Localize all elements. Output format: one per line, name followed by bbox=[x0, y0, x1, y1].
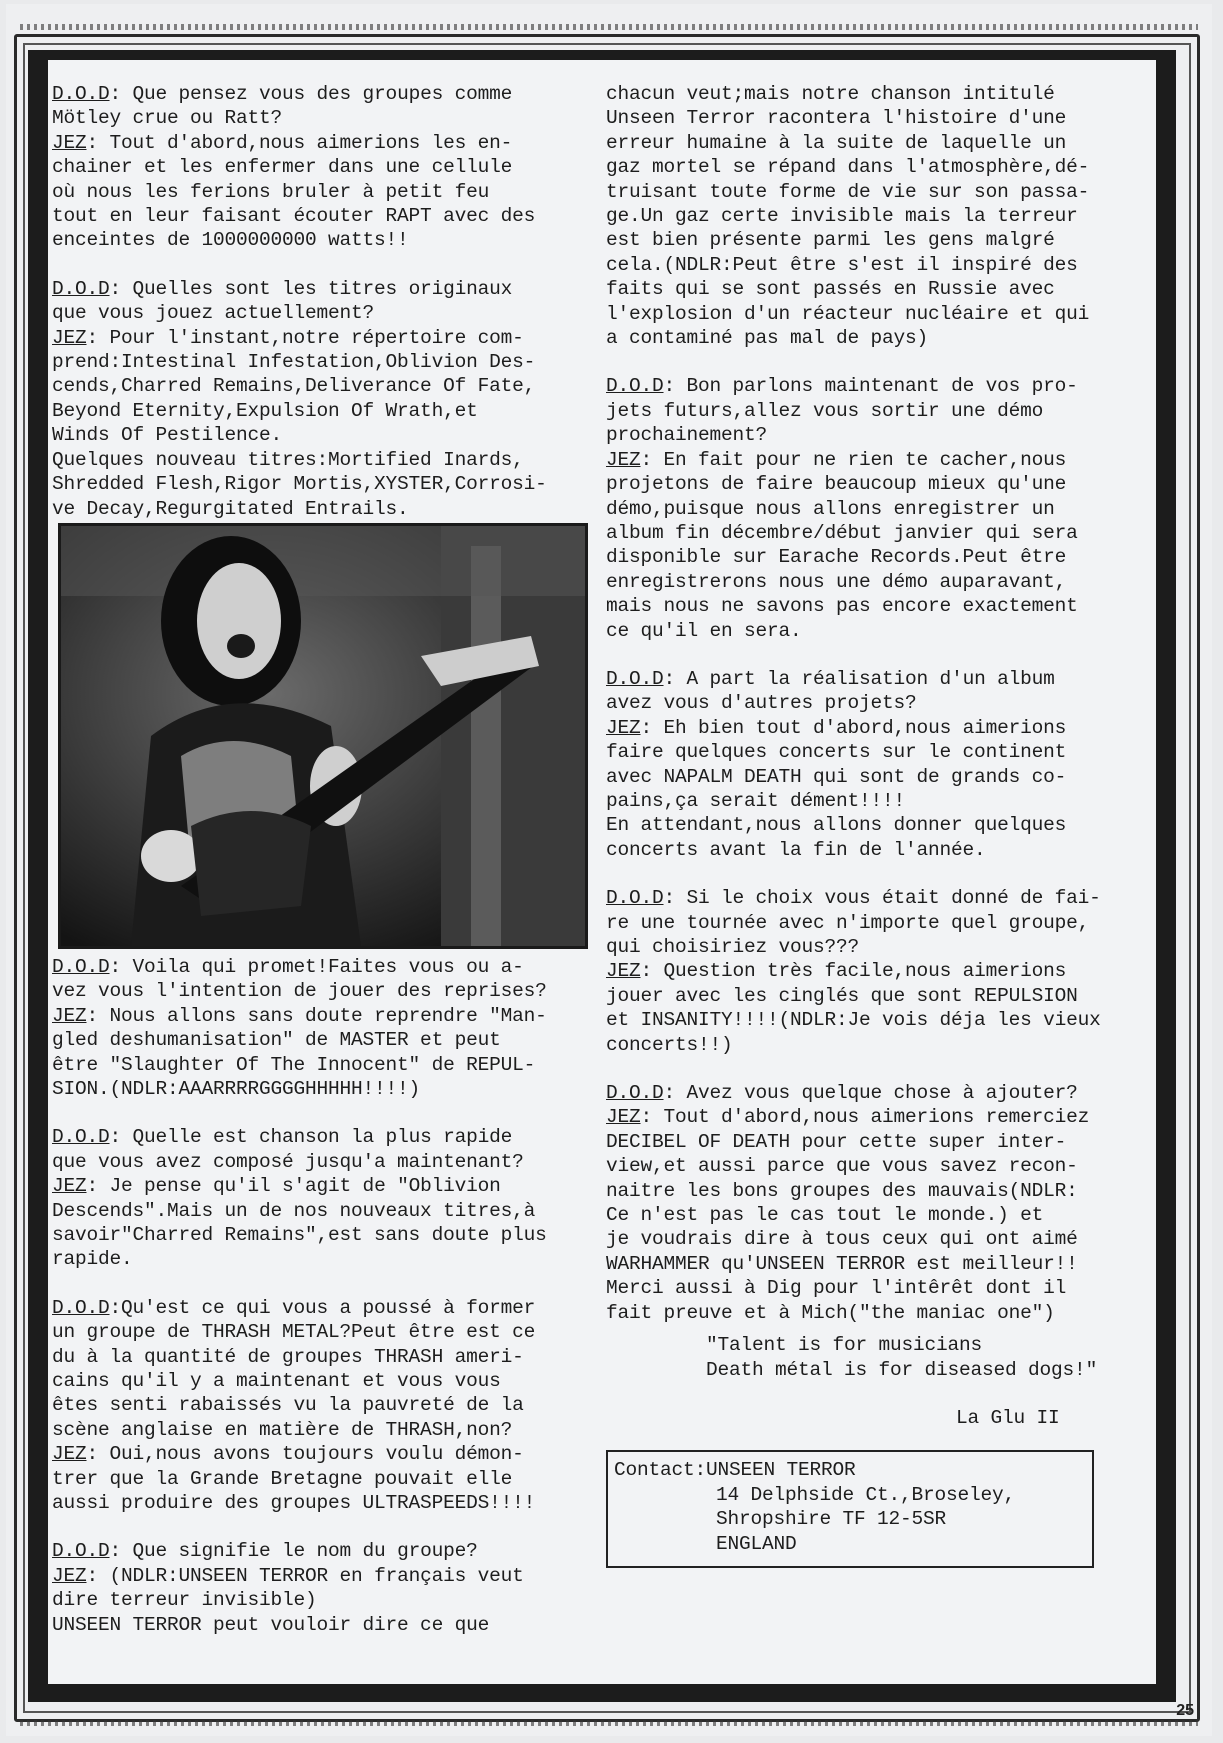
speaker-label: D.O.D bbox=[52, 1126, 110, 1149]
address-line: ENGLAND bbox=[716, 1532, 797, 1555]
text-line: Unseen Terror racontera l'histoire d'une bbox=[606, 107, 1067, 130]
question-block bbox=[52, 1296, 612, 1516]
speaker-label: JEZ bbox=[52, 326, 87, 349]
text-line: prochainement? bbox=[606, 424, 768, 447]
text-line: Mötley crue ou Ratt? bbox=[52, 107, 283, 130]
text-line: être "Slaughter Of The Innocent" de REPUL- bbox=[52, 1053, 536, 1076]
text-line: : Que signifie le nom du groupe? bbox=[109, 1540, 478, 1563]
question-block bbox=[606, 886, 1154, 1057]
text-line: gled deshumanisation" de MASTER et peut bbox=[52, 1029, 501, 1052]
text-line: jouer avec les cinglés que sont REPULSION bbox=[606, 984, 1078, 1007]
text-line: : Quelles sont les titres originaux bbox=[109, 277, 513, 300]
text-line: chainer et les enfermer dans une cellule bbox=[52, 156, 513, 179]
text-line: où nous les ferions bruler à petit feu bbox=[52, 180, 490, 203]
address-line: Shropshire TF 12-5SR bbox=[716, 1508, 947, 1531]
text-line: naitre les bons groupes des mauvais(NDLR: bbox=[606, 1179, 1078, 1202]
speaker-label: D.O.D bbox=[52, 1540, 110, 1563]
text-line: êtes senti rabaissés vu la pauvreté de la bbox=[52, 1394, 524, 1417]
text-line: enceintes de 1000000000 watts!! bbox=[52, 229, 409, 252]
text-line: l'explosion d'un réacteur nucléaire et qui bbox=[606, 302, 1090, 325]
text-line: Beyond Eternity,Expulsion Of Wrath,et bbox=[52, 399, 478, 422]
speaker-label: JEZ bbox=[52, 131, 87, 154]
question-block bbox=[52, 82, 612, 253]
text-line: a contaminé pas mal de pays) bbox=[606, 327, 929, 350]
text-line: jets futurs,allez vous sortir une démo bbox=[606, 399, 1044, 422]
text-line: Descends".Mais un de nos nouveaux titres,à bbox=[52, 1199, 536, 1222]
speaker-label: D.O.D bbox=[606, 667, 664, 690]
text-line: view,et aussi parce que vous savez recon- bbox=[606, 1155, 1078, 1178]
text-line: ce qu'il en sera. bbox=[606, 619, 802, 642]
text-line: erreur humaine à la suite de laquelle un bbox=[606, 131, 1067, 154]
text-line: cains qu'il y a maintenant et vous vous bbox=[52, 1370, 501, 1392]
speaker-label: D.O.D bbox=[606, 1082, 664, 1105]
text-line: fait preuve et à Mich("the maniac one") bbox=[606, 1301, 1055, 1324]
text-line: : En fait pour ne rien te cacher,nous bbox=[640, 448, 1067, 471]
speaker-label: JEZ bbox=[606, 716, 641, 739]
speaker-label: JEZ bbox=[606, 448, 641, 471]
zine-page bbox=[6, 4, 1212, 1736]
question-block bbox=[52, 1125, 612, 1271]
text-line: que vous avez composé jusqu'a maintenant? bbox=[52, 1150, 524, 1173]
text-line: pains,ça serait dément!!!! bbox=[606, 789, 906, 812]
text-line: : Si le choix vous était donné de fai- bbox=[663, 887, 1101, 910]
speaker-label: JEZ bbox=[52, 1175, 87, 1198]
text-line: ve Decay,Regurgitated Entrails. bbox=[52, 497, 409, 520]
text-line: trer que la Grande Bretagne pouvait elle bbox=[52, 1467, 513, 1490]
text-line: : Voila qui promet!Faites vous ou a- bbox=[109, 955, 524, 978]
text-line: : Eh bien tout d'abord,nous aimerions bbox=[640, 716, 1067, 739]
text-line: concerts!!) bbox=[606, 1033, 733, 1056]
text-line: WARHAMMER qu'UNSEEN TERROR est meilleur!! bbox=[606, 1252, 1078, 1275]
text-line: démo,puisque nous allons enregistrer un bbox=[606, 497, 1055, 520]
quote-line: Death métal is for diseased dogs!" bbox=[706, 1358, 1098, 1381]
text-line: vez vous l'intention de jouer des reprises? bbox=[52, 980, 547, 1003]
text-line: que vous jouez actuellement? bbox=[52, 302, 375, 325]
text-line: album fin décembre/début janvier qui sera bbox=[606, 521, 1078, 544]
speaker-label: D.O.D bbox=[52, 1296, 110, 1319]
text-line: savoir"Charred Remains",est sans doute plus bbox=[52, 1223, 547, 1246]
text-line: : Quelle est chanson la plus rapide bbox=[109, 1126, 513, 1149]
question-block bbox=[606, 667, 1154, 862]
text-line: concerts avant la fin de l'année. bbox=[606, 838, 986, 861]
text-line: projetons de faire beaucoup mieux qu'une bbox=[606, 473, 1067, 496]
page-content bbox=[48, 60, 1156, 1684]
text-line: Ce n'est pas le cas tout le monde.) et bbox=[606, 1204, 1044, 1227]
text-line: avez vous d'autres projets? bbox=[606, 692, 917, 715]
text-line: : Bon parlons maintenant de vos pro- bbox=[663, 375, 1078, 398]
text-line: ge.Un gaz certe invisible mais la terreur bbox=[606, 205, 1078, 228]
text-line: : (NDLR:UNSEEN TERROR en français veut bbox=[86, 1564, 524, 1587]
text-line: : Question très facile,nous aimerions bbox=[640, 960, 1067, 983]
text-line: : Je pense qu'il s'agit de "Oblivion bbox=[86, 1175, 501, 1198]
text-line: dire terreur invisible) bbox=[52, 1589, 317, 1612]
text-line: SION.(NDLR:AAARRRRGGGGHHHHH!!!!) bbox=[52, 1077, 421, 1100]
text-line: un groupe de THRASH METAL?Peut être est ce bbox=[52, 1321, 536, 1344]
text-line: : Tout d'abord,nous aimerions remerciez bbox=[640, 1106, 1090, 1129]
text-line: est bien présente parmi les gens malgré bbox=[606, 229, 1055, 252]
address-line: 14 Delphside Ct.,Broseley, bbox=[716, 1483, 1016, 1506]
text-line: faire quelques concerts sur le continent bbox=[606, 741, 1067, 764]
text-line: scène anglaise en matière de THRASH,non? bbox=[52, 1418, 513, 1441]
speaker-label: D.O.D bbox=[52, 955, 110, 978]
text-line: mais nous ne savons pas encore exactement bbox=[606, 595, 1078, 618]
text-line: du à la quantité de groupes THRASH ameri- bbox=[52, 1345, 524, 1368]
text-line: Quelques nouveau titres:Mortified Inards, bbox=[52, 448, 524, 471]
text-line: : Nous allons sans doute reprendre "Man- bbox=[86, 1004, 547, 1027]
text-line: rapide. bbox=[52, 1248, 133, 1271]
speaker-label: D.O.D bbox=[606, 375, 664, 398]
text-line: faits qui se sont passés en Russie avec bbox=[606, 278, 1055, 301]
text-line: En attendant,nous allons donner quelques bbox=[606, 814, 1067, 837]
text-line: : A part la réalisation d'un album bbox=[663, 667, 1055, 690]
text-line: Shredded Flesh,Rigor Mortis,XYSTER,Corrosi- bbox=[52, 473, 547, 496]
text-line: Winds Of Pestilence. bbox=[52, 424, 283, 447]
text-line: UNSEEN TERROR peut vouloir dire ce que bbox=[52, 1613, 490, 1636]
text-line: aussi produire des groupes ULTRASPEEDS!!!! bbox=[52, 1492, 536, 1515]
question-block bbox=[52, 1539, 612, 1637]
text-line: qui choisiriez vous??? bbox=[606, 936, 860, 958]
text-line: chacun veut;mais notre chanson intitulé bbox=[606, 83, 1055, 105]
speaker-label: JEZ bbox=[52, 1004, 87, 1027]
text-line: gaz mortel se répand dans l'atmosphère,dé- bbox=[606, 156, 1090, 179]
text-line: tout en leur faisant écouter RAPT avec des bbox=[52, 205, 536, 228]
page-number: 25 bbox=[1176, 1702, 1194, 1719]
text-line: : Avez vous quelque chose à ajouter? bbox=[663, 1082, 1078, 1105]
closing-quote bbox=[706, 1333, 1154, 1382]
speaker-label: D.O.D bbox=[606, 887, 664, 910]
text-line: Merci aussi à Dig pour l'intêrêt dont il bbox=[606, 1277, 1067, 1300]
band-photo bbox=[58, 523, 588, 949]
speaker-label: JEZ bbox=[52, 1443, 87, 1466]
bottom-border-scribble bbox=[20, 1720, 1198, 1726]
text-line: : Pour l'instant,notre répertoire com- bbox=[86, 326, 524, 349]
speaker-label: D.O.D bbox=[52, 83, 110, 105]
answer-continuation bbox=[606, 82, 1154, 350]
top-border-scribble bbox=[20, 24, 1198, 30]
text-line: : Que pensez vous des groupes comme bbox=[109, 83, 513, 105]
text-line: :Qu'est ce qui vous a poussé à former bbox=[109, 1296, 536, 1319]
text-line: re une tournée avec n'importe quel groupe, bbox=[606, 911, 1090, 934]
right-column bbox=[606, 82, 1154, 1568]
question-block bbox=[606, 374, 1154, 642]
text-line: avec NAPALM DEATH qui sont de grands co- bbox=[606, 765, 1067, 788]
contact-name: UNSEEN TERROR bbox=[706, 1459, 856, 1482]
photo-illustration bbox=[61, 526, 585, 946]
contact-box bbox=[606, 1450, 1094, 1568]
text-line: je voudrais dire à tous ceux qui ont aimé bbox=[606, 1228, 1078, 1251]
question-block bbox=[52, 955, 612, 1101]
text-line: truisant toute forme de vie sur son passa- bbox=[606, 180, 1090, 203]
speaker-label: JEZ bbox=[606, 1106, 641, 1129]
text-line: : Oui,nous avons toujours voulu démon- bbox=[86, 1443, 524, 1466]
text-line: cela.(NDLR:Peut être s'est il inspiré des bbox=[606, 253, 1078, 276]
text-line: disponible sur Earache Records.Peut être bbox=[606, 546, 1067, 569]
contact-label: Contact: bbox=[614, 1459, 707, 1482]
author-signature: La Glu II bbox=[956, 1406, 1060, 1429]
text-line: cends,Charred Remains,Deliverance Of Fate, bbox=[52, 375, 536, 398]
speaker-label: D.O.D bbox=[52, 277, 110, 300]
question-block bbox=[606, 1081, 1154, 1325]
text-line: prend:Intestinal Infestation,Oblivion Des- bbox=[52, 351, 536, 374]
text-line: enregistrerons nous une démo auparavant, bbox=[606, 570, 1067, 593]
speaker-label: JEZ bbox=[606, 960, 641, 983]
text-line: et INSANITY!!!!(NDLR:Je vois déja les vieux bbox=[606, 1009, 1101, 1032]
quote-line: "Talent is for musicians bbox=[706, 1334, 983, 1357]
question-block bbox=[52, 277, 612, 521]
text-line: DECIBEL OF DEATH pour cette super inter- bbox=[606, 1130, 1067, 1153]
text-line: : Tout d'abord,nous aimerions les en- bbox=[86, 131, 513, 154]
left-column bbox=[52, 82, 612, 1637]
speaker-label: JEZ bbox=[52, 1564, 87, 1587]
